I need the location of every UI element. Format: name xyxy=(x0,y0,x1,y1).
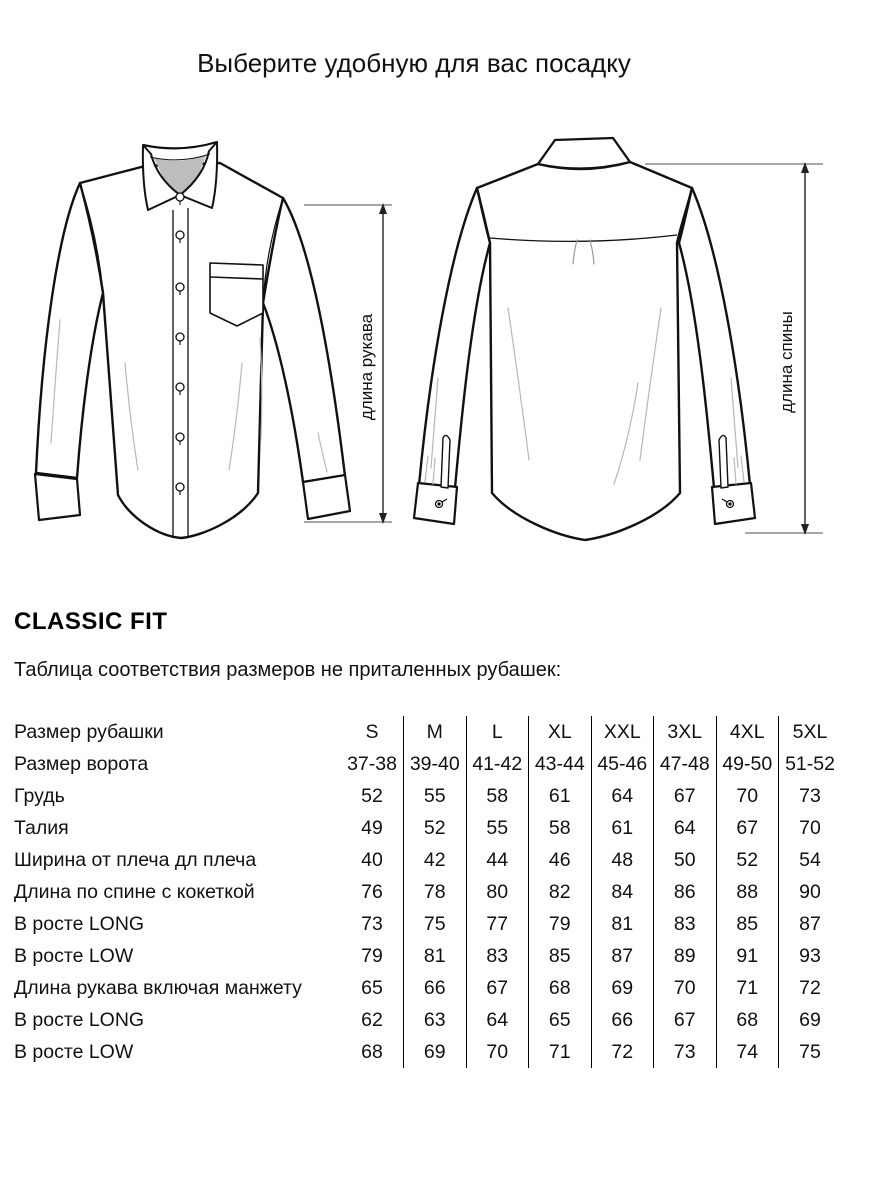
row-label: Ширина от плеча дл плеча xyxy=(14,848,257,871)
size-value-cell: 82 xyxy=(529,876,592,908)
size-value-cell: 89 xyxy=(654,940,717,972)
size-value-cell: 73 xyxy=(361,912,383,935)
size-value-cell: 67 xyxy=(716,812,779,844)
size-value-cell: 87 xyxy=(779,908,842,940)
size-value-cell: 52 xyxy=(404,812,467,844)
row-label: Грудь xyxy=(14,784,65,807)
size-value-cell: 70 xyxy=(466,1036,529,1068)
size-value-cell: 65 xyxy=(529,1004,592,1036)
size-value-cell: 71 xyxy=(716,972,779,1004)
size-value-cell: 5XL xyxy=(779,716,842,748)
row-label: Размер ворота xyxy=(14,752,149,775)
size-value-cell: 54 xyxy=(779,844,842,876)
size-value-cell: 47-48 xyxy=(654,748,717,780)
size-value-cell: 91 xyxy=(716,940,779,972)
size-value-cell: 48 xyxy=(591,844,654,876)
size-value-cell: 71 xyxy=(529,1036,592,1068)
size-value-cell: L xyxy=(466,716,529,748)
size-value-cell: 81 xyxy=(591,908,654,940)
size-value-cell: 43-44 xyxy=(529,748,592,780)
size-value-cell: 76 xyxy=(361,880,383,903)
size-value-cell: 49-50 xyxy=(716,748,779,780)
size-value-cell: 64 xyxy=(654,812,717,844)
size-value-cell: 84 xyxy=(591,876,654,908)
size-value-cell: M xyxy=(404,716,467,748)
row-label: Длина по спине с кокеткой xyxy=(14,880,255,903)
size-value-cell: 72 xyxy=(779,972,842,1004)
size-value-cell: 75 xyxy=(779,1036,842,1068)
size-value-cell: 65 xyxy=(361,976,383,999)
size-value-cell: 73 xyxy=(779,780,842,812)
size-value-cell: 79 xyxy=(361,944,383,967)
table-row xyxy=(14,908,841,940)
size-value-cell: 61 xyxy=(591,812,654,844)
size-value-cell: 49 xyxy=(361,816,383,839)
back-length-dimension-line xyxy=(640,156,830,540)
size-value-cell: 52 xyxy=(716,844,779,876)
size-value-cell: 70 xyxy=(654,972,717,1004)
size-value-cell: 83 xyxy=(654,908,717,940)
table-row xyxy=(14,940,841,972)
table-row xyxy=(14,1004,841,1036)
size-value-cell: 86 xyxy=(654,876,717,908)
size-value-cell: S xyxy=(365,720,379,743)
table-row xyxy=(14,748,841,780)
row-label: Размер рубашки xyxy=(14,720,164,743)
row-label: В росте LOW xyxy=(14,1040,134,1063)
size-value-cell: 69 xyxy=(591,972,654,1004)
size-value-cell: 80 xyxy=(466,876,529,908)
size-value-cell: 72 xyxy=(591,1036,654,1068)
size-value-cell: 61 xyxy=(529,780,592,812)
size-value-cell: 67 xyxy=(654,780,717,812)
row-label: В росте LONG xyxy=(14,1008,145,1031)
size-table-body xyxy=(14,716,841,1068)
size-value-cell: 46 xyxy=(529,844,592,876)
size-value-cell: 68 xyxy=(716,1004,779,1036)
size-value-cell: 75 xyxy=(404,908,467,940)
size-value-cell: 66 xyxy=(404,972,467,1004)
table-caption: Таблица соответствия размеров не приталенных рубашек: xyxy=(14,659,562,681)
size-value-cell: 41-42 xyxy=(466,748,529,780)
size-value-cell: 4XL xyxy=(716,716,779,748)
size-value-cell: 74 xyxy=(716,1036,779,1068)
section-heading: CLASSIC FIT xyxy=(14,608,168,635)
size-value-cell: 69 xyxy=(404,1036,467,1068)
size-value-cell: 3XL xyxy=(654,716,717,748)
row-label: Длина рукава включая манжету xyxy=(14,976,302,999)
size-value-cell: 77 xyxy=(466,908,529,940)
row-label: Талия xyxy=(14,816,69,839)
size-value-cell: 62 xyxy=(361,1008,383,1031)
table-row xyxy=(14,812,841,844)
size-value-cell: 52 xyxy=(361,784,383,807)
size-value-cell: 45-46 xyxy=(591,748,654,780)
size-value-cell: 79 xyxy=(529,908,592,940)
size-value-cell: 70 xyxy=(716,780,779,812)
size-value-cell: 73 xyxy=(654,1036,717,1068)
table-row xyxy=(14,876,841,908)
table-row xyxy=(14,716,841,748)
size-value-cell: 50 xyxy=(654,844,717,876)
size-value-cell: 69 xyxy=(779,1004,842,1036)
size-value-cell: 67 xyxy=(654,1004,717,1036)
size-value-cell: 44 xyxy=(466,844,529,876)
size-value-cell: 40 xyxy=(361,848,383,871)
table-row xyxy=(14,844,841,876)
size-value-cell: 64 xyxy=(591,780,654,812)
sleeve-length-dimension-line xyxy=(300,198,400,530)
size-value-cell: 67 xyxy=(466,972,529,1004)
row-label: В росте LOW xyxy=(14,944,134,967)
size-value-cell: XL xyxy=(529,716,592,748)
size-value-cell: XXL xyxy=(591,716,654,748)
size-value-cell: 70 xyxy=(779,812,842,844)
page-title: Выберите удобную для вас посадку xyxy=(197,48,631,78)
size-value-cell: 88 xyxy=(716,876,779,908)
size-value-cell: 51-52 xyxy=(779,748,842,780)
size-value-cell: 58 xyxy=(466,780,529,812)
size-value-cell: 85 xyxy=(529,940,592,972)
size-value-cell: 58 xyxy=(529,812,592,844)
table-row xyxy=(14,1036,841,1068)
size-value-cell: 39-40 xyxy=(404,748,467,780)
size-value-cell: 64 xyxy=(466,1004,529,1036)
size-value-cell: 68 xyxy=(361,1040,383,1063)
sleeve-length-label: длина рукава xyxy=(357,313,376,421)
row-label: В росте LONG xyxy=(14,912,145,935)
size-value-cell: 87 xyxy=(591,940,654,972)
back-length-label: длина спины xyxy=(777,311,796,413)
size-value-cell: 83 xyxy=(466,940,529,972)
size-value-cell: 66 xyxy=(591,1004,654,1036)
table-row xyxy=(14,780,841,812)
size-value-cell: 85 xyxy=(716,908,779,940)
size-value-cell: 55 xyxy=(466,812,529,844)
size-value-cell: 78 xyxy=(404,876,467,908)
size-value-cell: 55 xyxy=(404,780,467,812)
size-value-cell: 81 xyxy=(404,940,467,972)
size-value-cell: 63 xyxy=(404,1004,467,1036)
size-value-cell: 37-38 xyxy=(347,752,397,775)
size-value-cell: 68 xyxy=(529,972,592,1004)
table-row xyxy=(14,972,841,1004)
size-value-cell: 42 xyxy=(404,844,467,876)
size-table xyxy=(14,716,841,1068)
size-value-cell: 93 xyxy=(779,940,842,972)
size-value-cell: 90 xyxy=(779,876,842,908)
